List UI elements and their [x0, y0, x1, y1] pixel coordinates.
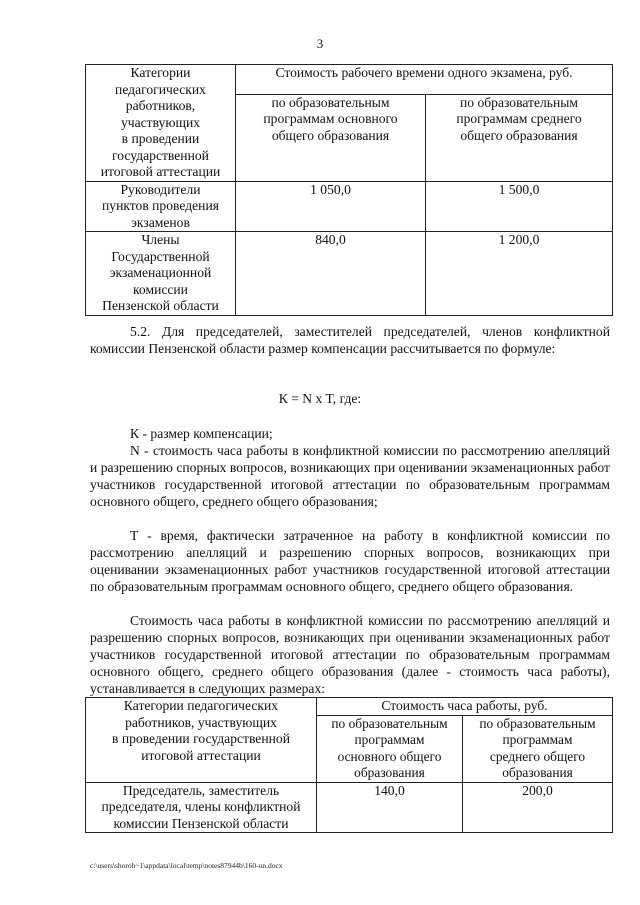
- t2-row1-basic: 140,0: [317, 782, 463, 833]
- cell-line: Председатель, заместитель: [122, 782, 280, 798]
- cell-line: программам: [354, 732, 425, 747]
- definition-n: N - стоимость часа работы в конфликтной комиссии по рассмотрению апелляций и разрешению спорных вопросов, возникающих при оценивании экзаменационных работ участников государственной итоговой аттестации по образовательным программам основного общего, среднего общего образования;: [90, 443, 610, 509]
- cell-line: программам: [502, 732, 573, 747]
- cell-line: педагогических: [115, 81, 206, 97]
- t2-subheader-basic: [317, 715, 463, 782]
- cell-line: по образовательным: [479, 715, 596, 731]
- t2-subheader-secondary: [463, 715, 613, 782]
- table-row: [86, 232, 613, 316]
- cell-line: основного общего: [337, 748, 442, 764]
- definition-k: К - размер компенсации;: [130, 426, 273, 441]
- footer-file-path: c:\users\shoroh~1\appdata\local\temp\notes87944b\160-un.docx: [90, 861, 283, 870]
- t1-row2-category: [86, 232, 236, 316]
- t2-header-cost: Стоимость часа работы, руб.: [317, 698, 613, 716]
- cell-line: общего образования: [271, 127, 390, 143]
- t1-header-category: [86, 65, 236, 182]
- page-number: 3: [316, 36, 324, 51]
- cell-line: итоговой аттестации: [100, 164, 221, 179]
- t2-row1-secondary: 200,0: [463, 782, 613, 833]
- t1-header-cost: Стоимость рабочего времени одного экзамена, руб.: [236, 65, 613, 95]
- cell-line: в проведении: [121, 131, 200, 146]
- cell-line: общего образования: [460, 127, 578, 143]
- cell-line: государственной: [112, 147, 209, 163]
- cell-line: образования: [354, 765, 425, 780]
- cell-line: работников, участвующих: [125, 714, 277, 730]
- cell-line: экзаменов: [131, 214, 190, 230]
- t1-row2-basic: 840,0: [236, 232, 426, 316]
- cell-line: работников,: [125, 98, 196, 113]
- cell-line: комиссии: [133, 281, 188, 297]
- t1-subheader-secondary: [426, 94, 613, 181]
- cell-line: Категории: [130, 65, 191, 80]
- cell-line: Категории педагогических: [123, 698, 279, 713]
- cell-line: участвующих: [120, 114, 201, 130]
- cell-line: по образовательным: [271, 94, 390, 110]
- cell-line: среднего общего: [489, 748, 586, 764]
- definition-t: Т - время, фактически затраченное на работу в конфликтной комиссии по рассмотрению апелляций и разрешению спорных вопросов, возникающих при оценивании экзаменационных работ участников государственной итоговой аттестации по образовательным программам основного общего, среднего общего образования.: [90, 528, 610, 594]
- cell-line: по образовательным: [460, 94, 578, 110]
- exam-cost-table: [85, 64, 613, 316]
- t1-row2-secondary: 1 200,0: [426, 232, 613, 316]
- cell-line: в проведении государственной: [112, 731, 290, 746]
- cell-line: экзаменационной: [109, 265, 212, 280]
- t1-row1-basic: 1 050,0: [236, 181, 426, 232]
- cell-line: по образовательным: [331, 715, 448, 731]
- cell-line: программам среднего: [456, 111, 582, 127]
- cell-line: программам основного: [263, 111, 398, 127]
- t2-row1-category: [86, 782, 317, 833]
- t1-subheader-basic: [236, 94, 426, 181]
- t1-row1-secondary: 1 500,0: [426, 181, 613, 232]
- cell-line: председателя, члены конфликтной: [101, 799, 301, 814]
- cell-line: комиссии Пензенской области: [113, 815, 289, 831]
- formula: К = N x T, где:: [278, 391, 362, 406]
- cell-line: итоговой аттестации: [141, 747, 261, 763]
- cell-line: Пензенской области: [102, 298, 219, 313]
- cell-line: Государственной: [111, 248, 210, 264]
- hourly-cost-table: [85, 697, 613, 833]
- cost-paragraph: Стоимость часа работы в конфликтной комиссии по рассмотрению апелляций и разрешению спорных вопросов, возникающих при оценивании экзаменационных работ участников государственной итоговой аттестации по образовательным программам основного общего, среднего общего образования (далее - стоимость часа работы), устанавливается в следующих размерах:: [90, 613, 610, 696]
- t2-header-category: [86, 698, 317, 783]
- cell-line: Руководители: [120, 181, 201, 197]
- cell-line: Члены: [141, 232, 180, 247]
- t1-row1-category: [86, 181, 236, 232]
- table-row: [86, 782, 613, 833]
- table-row: [86, 181, 613, 232]
- paragraph-5-2: 5.2. Для председателей, заместителей председателей, членов конфликтной комиссии Пензенской области размер компенсации рассчитывается по формуле:: [90, 324, 610, 356]
- cell-line: пунктов проведения: [102, 198, 219, 213]
- cell-line: образования: [502, 765, 573, 780]
